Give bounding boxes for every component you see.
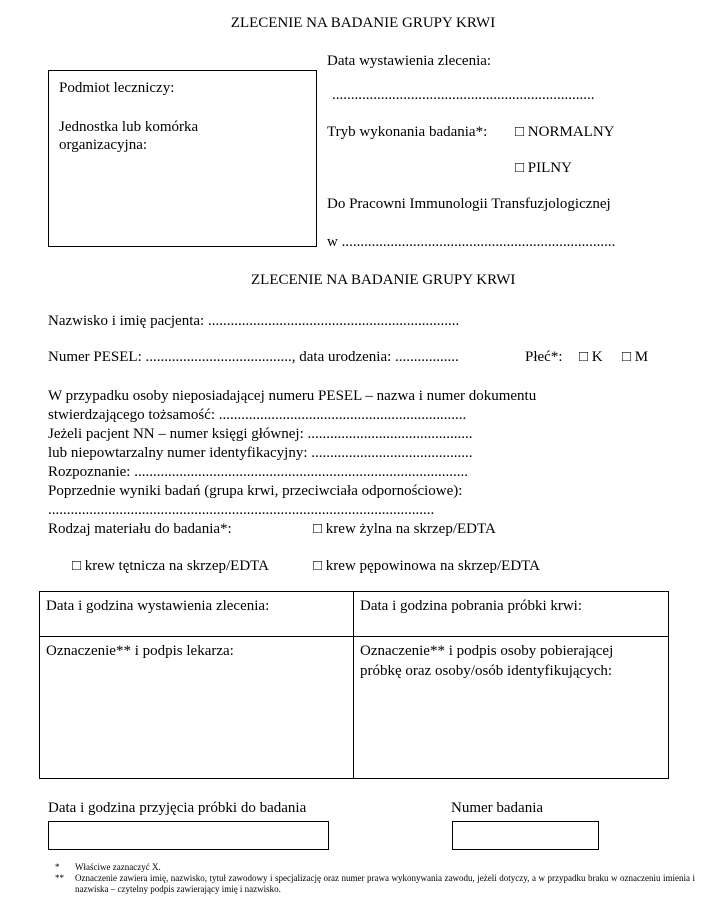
collector-signature-cell[interactable]: Oznaczenie** i podpis osoby pobierającej próbkę oraz osoby/osób identyfikujących:	[360, 643, 614, 679]
issue-date-label: Data wystawienia zlecenia:	[327, 53, 492, 69]
nn-book-number-field[interactable]: Jeżeli pacjent NN – numer księgi głównej: ............................................	[48, 426, 473, 442]
no-pesel-text: W przypadku osoby nieposiadającej numeru PESEL – nazwa i numer dokumentu	[48, 388, 537, 404]
diagnosis-field[interactable]: Rozpoznanie: .........................................................................................	[48, 464, 468, 480]
section-title: ZLECENIE NA BADANIE GRUPY KRWI	[251, 272, 516, 288]
issue-date-field[interactable]: ......................................................................	[332, 87, 595, 103]
mode-normal-checkbox[interactable]: □ NORMALNY	[515, 124, 615, 140]
lab-location-field[interactable]: w .........................................................................	[327, 234, 616, 250]
sex-k-checkbox[interactable]: □ K	[579, 349, 603, 365]
received-datetime-label: Data i godzina przyjęcia próbki do badania	[48, 800, 307, 816]
test-number-label: Numer badania	[451, 800, 544, 816]
sample-datetime-cell[interactable]: Data i godzina pobrania próbki krwi:	[360, 598, 583, 614]
footnote-1: * Właściwe zaznaczyć X.	[55, 862, 161, 872]
mode-urgent-checkbox[interactable]: □ PILNY	[515, 160, 572, 176]
unit-label: Jednostka lub komórka organizacyjna:	[59, 119, 199, 153]
footnotes	[55, 862, 695, 895]
received-datetime-box[interactable]	[48, 821, 329, 850]
facility-box	[48, 70, 317, 247]
footnote-2: ** Oznaczenie zawiera imię, nazwisko, tytuł zawodowy i specjalizację oraz numer prawa wykonywania zawodu, jeżeli dotyczy, a w przypadku braku w oznaczeniu imienia i nazwiska – czytelny podpis zawierający imię i nazwisko.	[55, 873, 695, 894]
pesel-birthdate-field[interactable]: Numer PESEL: ......................................., data urodzenia: .................	[48, 349, 459, 365]
test-number-box[interactable]	[452, 821, 599, 850]
sex-label: Płeć*:	[525, 349, 563, 365]
arterial-blood-checkbox[interactable]: □ krew tętnicza na skrzep/EDTA	[72, 558, 269, 574]
mode-label: Tryb wykonania badania*:	[327, 124, 488, 140]
page-title: ZLECENIE NA BADANIE GRUPY KRWI	[230, 15, 496, 31]
issue-datetime-cell[interactable]: Data i godzina wystawienia zlecenia:	[46, 598, 270, 614]
previous-results-field[interactable]: .......................................................................................................	[48, 502, 435, 518]
previous-results-label: Poprzednie wyniki badań (grupa krwi, przeciwciała odpornościowe):	[48, 483, 463, 499]
sex-m-checkbox[interactable]: □ M	[622, 349, 649, 365]
facility-label: Podmiot leczniczy:	[59, 80, 175, 96]
identity-document-field[interactable]: stwierdzającego tożsamość: ..................................................................	[48, 407, 467, 423]
lab-label: Do Pracowni Immunologii Transfuzjologicznej	[327, 196, 611, 212]
material-label: Rodzaj materiału do badania*:	[48, 521, 232, 537]
cord-blood-checkbox[interactable]: □ krew pępowinowa na skrzep/EDTA	[313, 558, 540, 574]
doctor-signature-cell[interactable]: Oznaczenie** i podpis lekarza:	[46, 643, 234, 659]
venous-blood-checkbox[interactable]: □ krew żylna na skrzep/EDTA	[313, 521, 496, 537]
unique-id-field[interactable]: lub niepowtarzalny numer identyfikacyjny: ...........................................	[48, 445, 473, 461]
patient-name-field[interactable]: Nazwisko i imię pacjenta: ...................................................................	[48, 313, 460, 329]
signature-table	[39, 591, 669, 779]
